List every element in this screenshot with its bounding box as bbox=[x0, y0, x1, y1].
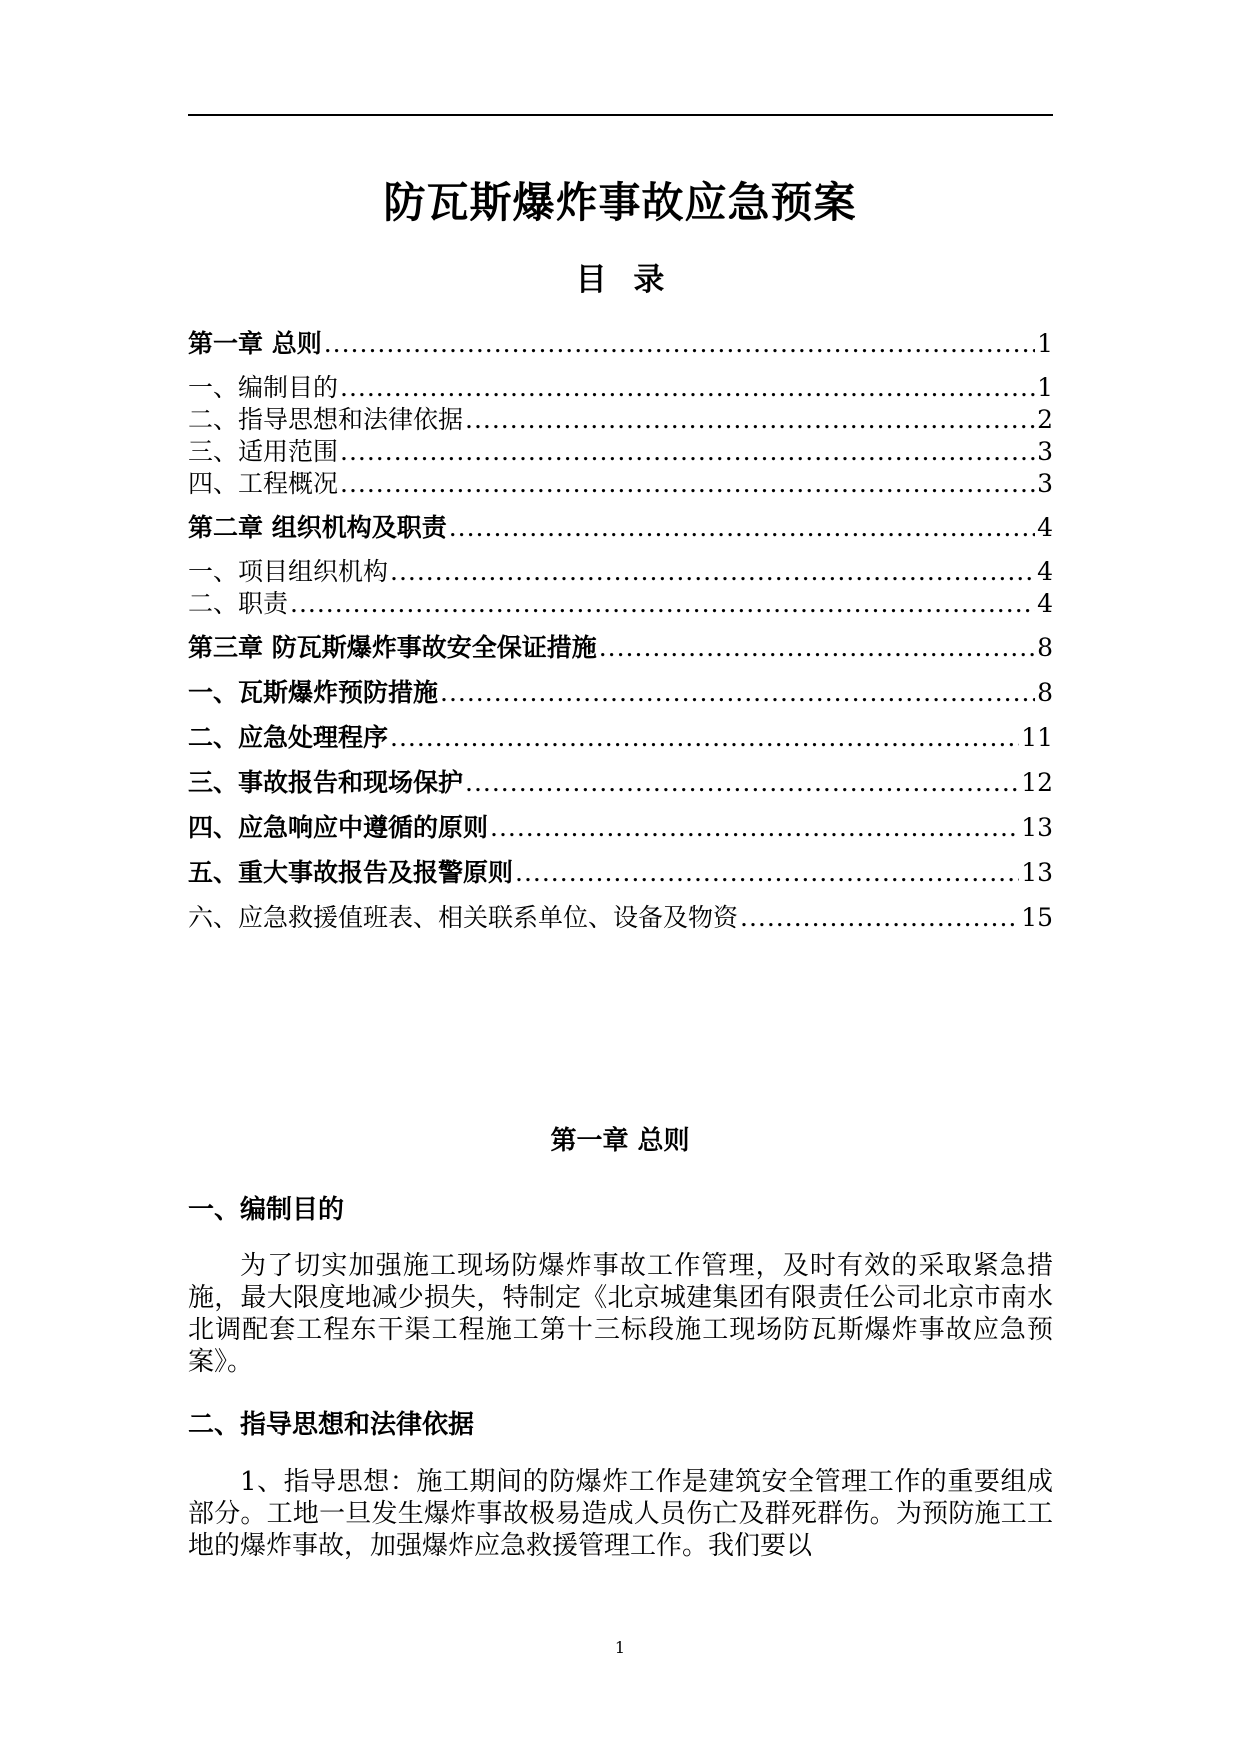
section-2-paragraph: 1、指导思想：施工期间的防爆炸工作是建筑安全管理工作的重要组成部分。工地一旦发生爆炸事故极易造成人员伤亡及群死群伤。为预防施工工地的爆炸事故，加强爆炸应急救援管理工作。我们要以 bbox=[188, 1467, 1053, 1561]
toc-entry-label: 五、重大事故报告及报警原则 bbox=[188, 858, 514, 887]
toc-entry-chapter-1[interactable] bbox=[188, 328, 1053, 360]
toc-entry-label: 二、职责 bbox=[188, 589, 289, 618]
toc-entry-page: 4 bbox=[1037, 589, 1053, 618]
toc-entry-page: 15 bbox=[1021, 903, 1053, 932]
toc-entry-major-accident-report[interactable] bbox=[188, 857, 1053, 889]
toc-leader-dots bbox=[599, 632, 1035, 664]
toc-entry-page: 4 bbox=[1037, 513, 1053, 542]
toc-entry-accident-report[interactable] bbox=[188, 767, 1053, 799]
toc-leader-dots bbox=[390, 556, 1035, 588]
toc-entry-page: 13 bbox=[1021, 813, 1053, 842]
toc-entry-label: 一、编制目的 bbox=[188, 373, 339, 402]
toc-leader-dots bbox=[340, 468, 1035, 500]
document-title: 防瓦斯爆炸事故应急预案 bbox=[383, 178, 857, 227]
toc-entry-organization[interactable] bbox=[188, 556, 1053, 588]
toc-entry-page: 2 bbox=[1037, 405, 1053, 434]
toc-entry-purpose[interactable] bbox=[188, 372, 1053, 404]
toc-entry-page: 3 bbox=[1037, 469, 1053, 498]
toc-entry-label: 一、瓦斯爆炸预防措施 bbox=[188, 678, 439, 707]
toc-entry-duty-roster[interactable] bbox=[188, 902, 1053, 934]
toc-entry-page: 4 bbox=[1037, 557, 1053, 586]
toc-entry-page: 1 bbox=[1037, 373, 1053, 402]
toc-entry-page: 12 bbox=[1021, 768, 1053, 797]
toc-leader-dots bbox=[390, 722, 1019, 754]
toc-entry-page: 11 bbox=[1021, 723, 1053, 752]
toc-entry-label: 四、应急响应中遵循的原则 bbox=[188, 813, 489, 842]
section-2-heading: 二、指导思想和法律依据 bbox=[188, 1410, 475, 1440]
toc-entry-label: 三、事故报告和现场保护 bbox=[188, 768, 464, 797]
toc-leader-dots bbox=[740, 902, 1019, 934]
toc-heading: 目 录 bbox=[575, 262, 665, 298]
section-1-heading: 一、编制目的 bbox=[188, 1195, 345, 1225]
toc-entry-page: 13 bbox=[1021, 858, 1053, 887]
toc-entry-label: 三、适用范围 bbox=[188, 437, 339, 466]
toc-leader-dots bbox=[449, 512, 1035, 544]
toc-leader-dots bbox=[515, 857, 1019, 889]
toc-entry-page: 8 bbox=[1037, 633, 1053, 662]
toc-entry-label: 四、工程概况 bbox=[188, 469, 339, 498]
toc-entry-label: 第三章 防瓦斯爆炸事故安全保证措施 bbox=[188, 633, 597, 662]
toc-entry-response-principles[interactable] bbox=[188, 812, 1053, 844]
toc-leader-dots bbox=[340, 372, 1035, 404]
toc-entry-label: 第一章 总则 bbox=[188, 329, 322, 358]
toc-leader-dots bbox=[324, 328, 1035, 360]
toc-entry-label: 二、指导思想和法律依据 bbox=[188, 405, 464, 434]
toc-entry-page: 3 bbox=[1037, 437, 1053, 466]
toc-leader-dots bbox=[490, 812, 1019, 844]
toc-leader-dots bbox=[465, 767, 1019, 799]
chapter-1-heading: 第一章 总则 bbox=[550, 1126, 690, 1156]
toc-entry-scope[interactable] bbox=[188, 436, 1053, 468]
page-number: 1 bbox=[614, 1638, 626, 1657]
toc-entry-emergency-procedure[interactable] bbox=[188, 722, 1053, 754]
toc-entry-label: 一、项目组织机构 bbox=[188, 557, 389, 586]
toc-entry-responsibilities[interactable] bbox=[188, 588, 1053, 620]
toc-entry-label: 六、应急救援值班表、相关联系单位、设备及物资 bbox=[188, 903, 739, 932]
toc-entry-chapter-3[interactable] bbox=[188, 632, 1053, 664]
toc-leader-dots bbox=[290, 588, 1035, 620]
toc-entry-chapter-2[interactable] bbox=[188, 512, 1053, 544]
toc-leader-dots bbox=[340, 436, 1035, 468]
toc-entry-page: 1 bbox=[1037, 329, 1053, 358]
section-1-paragraph: 为了切实加强施工现场防爆炸事故工作管理，及时有效的采取紧急措施，最大限度地减少损失，特制定《北京城建集团有限责任公司北京市南水北调配套工程东干渠工程施工第十三标段施工现场防瓦斯爆炸事故应急预案》。 bbox=[188, 1251, 1053, 1377]
toc-entry-guiding-principles[interactable] bbox=[188, 404, 1053, 436]
toc-entry-prevention[interactable] bbox=[188, 677, 1053, 709]
toc-entry-label: 二、应急处理程序 bbox=[188, 723, 389, 752]
toc-entry-label: 第二章 组织机构及职责 bbox=[188, 513, 447, 542]
toc-entry-page: 8 bbox=[1037, 678, 1053, 707]
toc-leader-dots bbox=[465, 404, 1035, 436]
toc-leader-dots bbox=[440, 677, 1035, 709]
header-rule bbox=[188, 114, 1053, 116]
toc-entry-project-overview[interactable] bbox=[188, 468, 1053, 500]
